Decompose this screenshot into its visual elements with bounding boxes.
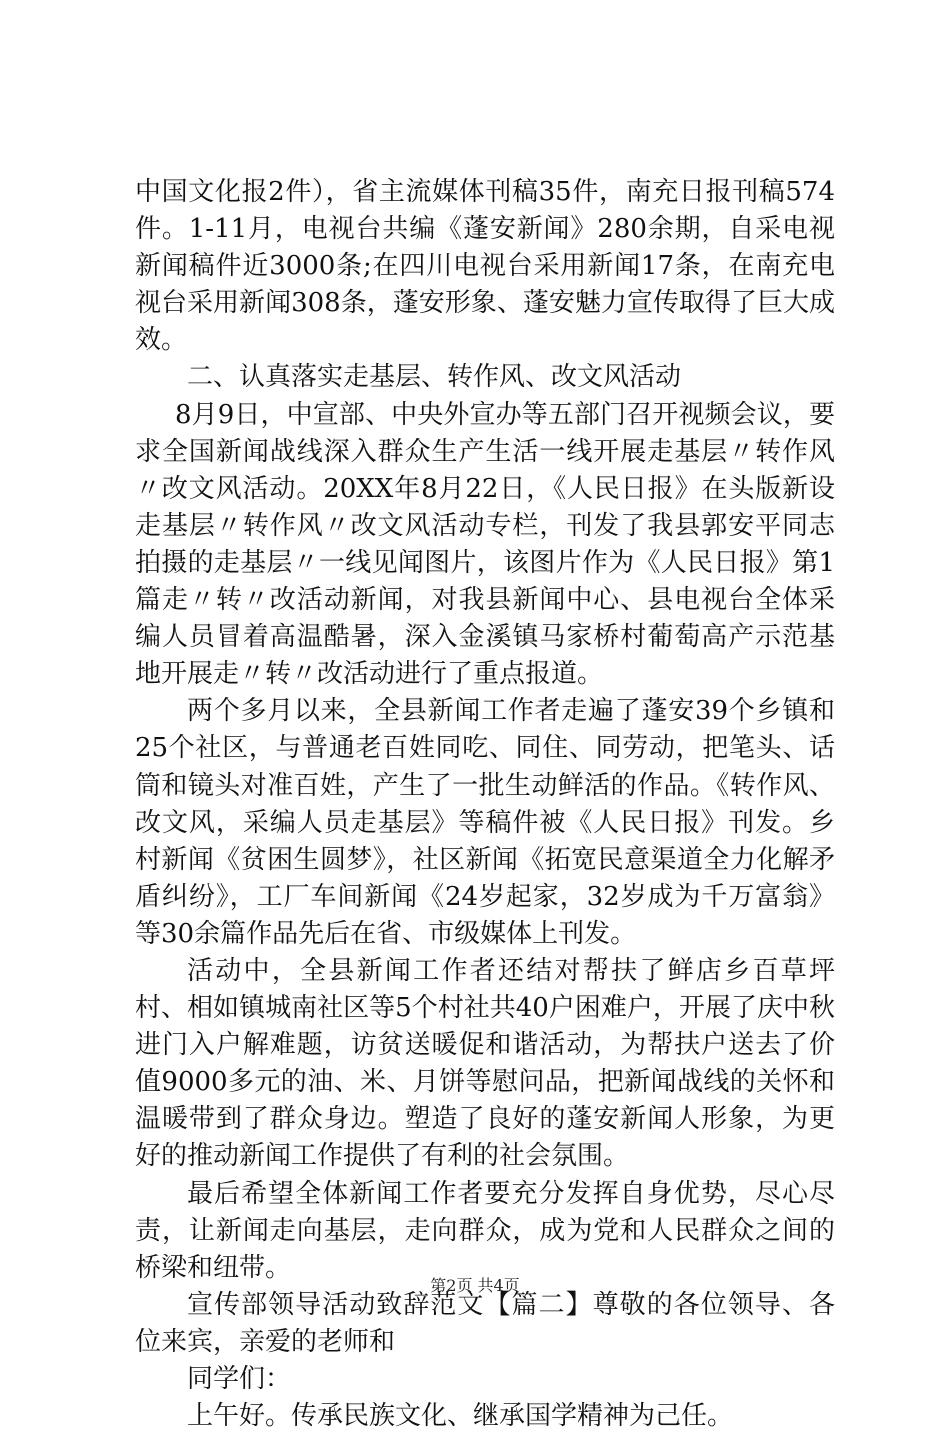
- document-body: [135, 174, 835, 1435]
- paragraph-8: 同学们：: [187, 1364, 292, 1394]
- paragraph-1: 中国文化报2件），省主流媒体刊稿35件，南充日报刊稿574件。1-11月，电视台共编《蓬安新闻》280余期，自采电视新闻稿件近3000条;在四川电视台采用新闻17条，在南充电视台采用新闻308条，蓬安形象、蓬安魅力宣传取得了巨大成效。: [135, 177, 835, 356]
- paragraph-9: 上午好。传承民族文化、继承国学精神为己任。: [187, 1401, 734, 1432]
- paragraph-7: 宣传部领导活动致辞范文【篇二】尊敬的各位领导、各位来宾，亲爱的老师和: [135, 1289, 835, 1357]
- page-footer: 第2页 共4页: [430, 1276, 520, 1295]
- section-heading: 二、认真落实走基层、转作风、改文风活动: [187, 362, 682, 393]
- paragraph-3: 8月9日，中宣部、中央外宣办等五部门召开视频会议，要求全国新闻战线深入群众生产生活一线开展走基层〃转作风〃改文风活动。20XX年8月22日，《人民日报》在头版新设走基层〃转作风〃改文风活动专栏，刊发了我县郭安平同志拍摄的走基层〃一线见闻图片，该图片作为《人民日报》第1篇走〃转〃改活动新闻，对我县新闻中心、县电视台全体采编人员冒着高温酷暑，深入金溪镇马家桥村葡萄高产示范基地开展走〃转〃改活动进行了重点报道。: [135, 399, 835, 690]
- paragraph-4: 两个多月以来，全县新闻工作者走遍了蓬安39个乡镇和25个社区，与普通老百姓同吃、同住、同劳动，把笔头、话筒和镜头对准百姓，产生了一批生动鲜活的作品。《转作风、改文风，采编人员走基层》等稿件被《人民日报》刊发。乡村新闻《贫困生圆梦》，社区新闻《拓宽民意渠道全力化解矛盾纠纷》，工厂车间新闻《24岁起家，32岁成为千万富翁》等30余篇作品先后在省、市级媒体上刊发。: [135, 696, 835, 949]
- paragraph-5: 活动中，全县新闻工作者还结对帮扶了鲜店乡百草坪村、相如镇城南社区等5个村社共40户困难户，开展了庆中秋进门入户解难题，访贫送暖促和谐活动，为帮扶户送去了价值9000多元的油、米、月饼等慰问品，把新闻战线的关怀和温暖带到了群众身边。塑造了良好的蓬安新闻人形象，为更好的推动新闻工作提供了有利的社会氛围。: [135, 955, 835, 1172]
- paragraph-6: 最后希望全体新闻工作者要充分发挥自身优势，尽心尽责，让新闻走向基层，走向群众，成为党和人民群众之间的桥梁和纽带。: [135, 1178, 835, 1283]
